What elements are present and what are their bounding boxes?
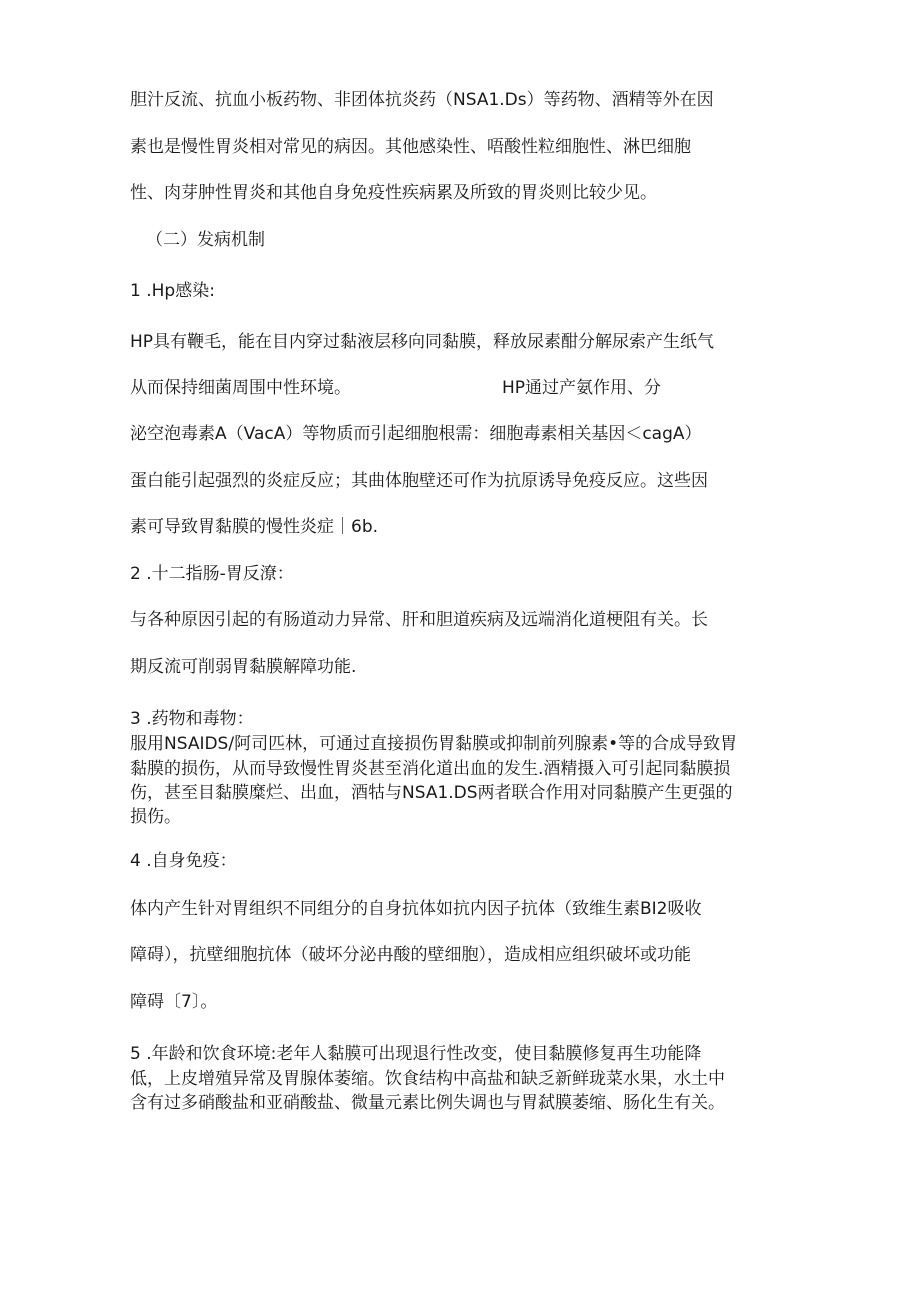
intro-line-3: 性、肉芽肿性胃炎和其他自身免疫性疾病累及所致的胃炎则比较少见。 (130, 183, 657, 203)
item1-line-2b: HP通过产氨作用、分 (502, 378, 662, 398)
item2-line-2: 期反流可削弱胃黏膜解障功能. (130, 657, 357, 677)
item4-title: 4 .自身免疫： (130, 851, 237, 871)
item1-title: 1 .Hp感染: (130, 281, 215, 301)
item4-line-1: 体内产生针对胃组织不同组分的自身抗体如抗内因子抗体（致维生素BI2吸收 (130, 899, 702, 919)
item1-line-1: HP具有鞭毛，能在目内穿过黏液层移向同黏膜，释放尿素酣分解尿索产生纸气 (130, 332, 715, 352)
item1-line-4: 蛋白能引起强烈的炎症反应；其曲体胞壁还可作为抗原诱导免疫反应。这些因 (130, 471, 708, 491)
item4-line-2: 障碍），抗壁细胞抗体（破坏分泌冉酸的壁细胞），造成相应组织破坏或功能 (130, 945, 691, 965)
item5-line-1: 5 .年龄和饮食环境:老年人黏膜可出现退行性改变，使目黏膜修复再生功能降 (130, 1044, 702, 1064)
item5-line-2: 低，上皮增殖异常及胃腺体萎缩。饮食结构中高盐和缺乏新鲜珑菜水果，水土中 (130, 1069, 725, 1089)
item1-line-2a: 从而保持细菌周围中性环境。 (130, 378, 351, 398)
item4-line-3: 障碍〔7〕。 (130, 992, 218, 1012)
item1-line-5: 素可导致胃黏膜的慢性炎症｜6b. (130, 517, 379, 537)
section-heading: （二）发病机制 (146, 230, 265, 250)
item1-line-2 (130, 377, 662, 399)
item1-line-3: 泌空泡毒素A（VacA）等物质而引起细胞根需：细胞毒素相关基因＜cagA） (130, 424, 702, 444)
item2-title: 2 .十二指肠-胃反潦： (130, 564, 294, 584)
item3-line-1: 服用NSAIDS/阿司匹林，可通过直接损伤胃黏膜或抑制前列腺素•等的合成导致胃 (130, 734, 738, 754)
item3-line-2: 黏膜的损伤，从而导致慢性胃炎甚至消化道出血的发生.酒精摄入可引起同黏膜损 (130, 759, 731, 779)
intro-line-1: 胆汁反流、抗血小板药物、非团体抗炎药（NSA1.Ds）等药物、酒精等外在因 (130, 90, 714, 110)
item3-title: 3 .药物和毒物： (130, 709, 254, 729)
intro-line-2: 素也是慢性胃炎相对常见的病因。其他感染性、唔酸性粒细胞性、淋巴细胞 (130, 137, 691, 157)
item5-line-3: 含有过多硝酸盐和亚硝酸盐、微量元素比例失调也与胃弑膜萎缩、肠化生有关。 (130, 1093, 725, 1113)
item3-line-4: 损伤。 (130, 807, 181, 827)
item3-line-3: 伤，甚至目黏膜糜烂、出血，酒牯与NSA1.DS两者联合作用对同黏膜产生更强的 (130, 783, 733, 803)
item2-line-1: 与各种原因引起的有肠道动力异常、肝和胆道疾病及远端消化道梗阻有关。长 (130, 610, 708, 630)
